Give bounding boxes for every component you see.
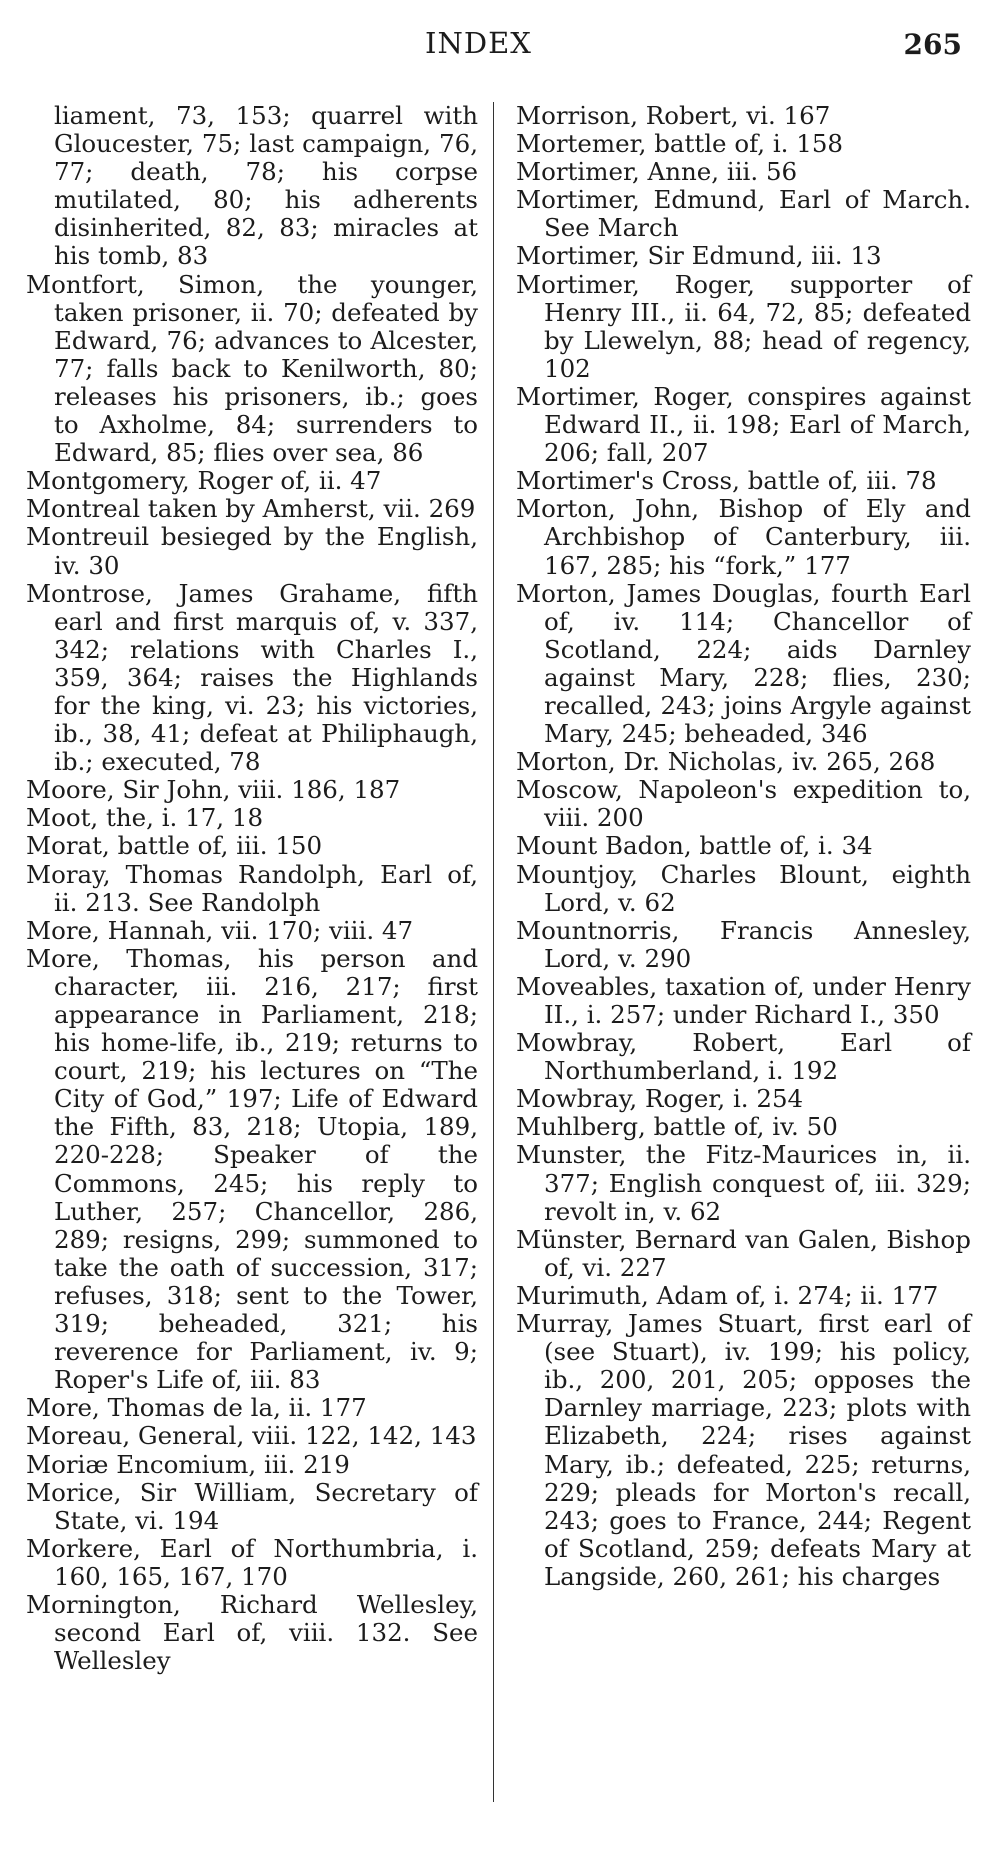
index-entry bbox=[26, 1451, 478, 1479]
index-entry bbox=[26, 578, 486, 777]
index-entry-text: More, Hannah, vii. 170; viii. 47 bbox=[26, 915, 414, 945]
index-entry bbox=[516, 832, 971, 860]
index-entry bbox=[516, 1085, 971, 1113]
index-entry-text: Montrose, James Grahame, fifth earl and first marquis of, v. 337, 342; relations with Charles I., 359, 364; raises the Highlands for the king, vi. 23; his victories, ib., 38, 41; defeat at Philiphaugh, ib.; executed, 78 bbox=[26, 578, 486, 777]
index-entry bbox=[26, 917, 478, 945]
index-entry-text: Moore, Sir John, viii. 186, 187 bbox=[26, 775, 401, 805]
index-entry-text: liament, 73, 153; quarrel with Gloucester, 75; last campaign, 76, 77; death, 78; his corpse mutilated, 80; his adherents disinherited, 82, 83; miracles at his tomb, 83 bbox=[54, 101, 486, 271]
index-entry bbox=[26, 522, 486, 580]
index-entry bbox=[516, 158, 971, 186]
index-entry bbox=[516, 102, 971, 130]
index-entry bbox=[516, 859, 979, 917]
index-entry-text: Mount Badon, battle of, i. 34 bbox=[516, 831, 873, 861]
index-entry bbox=[26, 269, 486, 468]
index-entry-text: Muhlberg, battle of, iv. 50 bbox=[516, 1112, 838, 1142]
index-entry bbox=[516, 775, 979, 833]
index-entry bbox=[516, 185, 979, 243]
index-entry bbox=[516, 130, 971, 158]
index-entry-text: Mornington, Richard Wellesley, second Earl of, viii. 132. See Wellesley bbox=[26, 1589, 486, 1676]
index-entry bbox=[26, 1422, 478, 1450]
index-entry bbox=[26, 495, 478, 523]
column-divider bbox=[493, 102, 494, 1802]
index-entry bbox=[516, 915, 979, 973]
index-entry-text: Mortemer, battle of, i. 158 bbox=[516, 129, 844, 159]
index-entry-text: Montreal taken by Amherst, vii. 269 bbox=[26, 494, 476, 524]
index-entry-text: Mortimer, Roger, supporter of Henry III., ii. 64, 72, 85; defeated by Llewelyn, 88; head of regency, 102 bbox=[516, 269, 979, 383]
index-entry-text: Murray, James Stuart, first earl of (see Stuart), iv. 199; his policy, ib., 200, 201, 205; opposes the Darnley marriage, 223; plots with Elizabeth, 224; rises against Mary, ib.; defeated, 225; returns, 229; pleads for Morton's recall, 243; goes to France, 244; Regent of Scotland, 259; defeats Mary at Langside, 260, 261; his charges bbox=[516, 1309, 979, 1591]
index-entry-text: Mowbray, Roger, i. 254 bbox=[516, 1084, 804, 1114]
index-entry-text: Moscow, Napoleon's expedition to, viii. 200 bbox=[516, 775, 979, 833]
index-entry-text: Montreuil besieged by the English, iv. 30 bbox=[26, 522, 486, 580]
index-entry-text: Montfort, Simon, the younger, taken prisoner, ii. 70; defeated by Edward, 76; advances to Alcester, 77; falls back to Kenilworth, 80; releases his prisoners, ib.; goes to Axholme, 84; surrenders to Edward, 85; flies over sea, 86 bbox=[26, 269, 486, 468]
running-header bbox=[0, 22, 1000, 68]
index-entry-text: Moreau, General, viii. 122, 142, 143 bbox=[26, 1421, 477, 1451]
index-entry bbox=[26, 943, 486, 1395]
index-entry-text: More, Thomas de la, ii. 177 bbox=[26, 1393, 367, 1423]
index-entry bbox=[516, 494, 979, 580]
index-entry bbox=[516, 1309, 979, 1591]
index-entry-text: Moveables, taxation of, under Henry II., i. 257; under Richard I., 350 bbox=[516, 971, 979, 1029]
index-entry-text: Moriæ Encomium, iii. 219 bbox=[26, 1449, 350, 1479]
index-entry-text: Munster, the Fitz-Maurices in, ii. 377; English conquest of, iii. 329; revolt in, v. 62 bbox=[516, 1140, 979, 1226]
index-entry bbox=[516, 1113, 971, 1141]
index-entry bbox=[516, 467, 971, 495]
index-entry bbox=[26, 1533, 486, 1591]
index-entry bbox=[26, 467, 478, 495]
index-entry bbox=[516, 381, 979, 468]
index-column-left bbox=[26, 101, 486, 1676]
index-entry bbox=[26, 776, 478, 804]
index-entry bbox=[516, 242, 971, 270]
page-number: 265 bbox=[903, 28, 962, 61]
index-entry bbox=[516, 1224, 979, 1282]
index-entry bbox=[26, 1394, 478, 1422]
index-entry-text: Morton, Dr. Nicholas, iv. 265, 268 bbox=[516, 747, 936, 777]
index-entry-text: Morice, Sir William, Secretary of State, vi. 194 bbox=[26, 1477, 486, 1535]
index-entry-text: Morkere, Earl of Northumbria, i. 160, 165, 167, 170 bbox=[26, 1533, 486, 1591]
index-entry-text: Mortimer's Cross, battle of, iii. 78 bbox=[516, 466, 937, 496]
index-entry-text: Morton, James Douglas, fourth Earl of, iv. 114; Chancellor of Scotland, 224; aids Darnley against Mary, 228; flies, 230; recalled, 243; joins Argyle against Mary, 245; beheaded, 346 bbox=[516, 578, 979, 749]
index-entry-text: More, Thomas, his person and character, iii. 216, 217; first appearance in Parliament, 218; his home-life, ib., 219; returns to court, 219; his lectures on “The City of God,” 197; Life of Edward the Fifth, 83, 218; Utopia, 189, 220-228; Speaker of the Commons, 245; his reply to Luther, 257; Chancellor, 286, 289; resigns, 299; summoned to take the oath of succession, 317; refuses, 318; sent to the Tower, 319; beheaded, 321; his reverence for Parliament, iv. 9; Roper's Life of, iii. 83 bbox=[26, 943, 486, 1395]
index-entry bbox=[516, 578, 979, 749]
index-entry-text: Münster, Bernard van Galen, Bishop of, vi. 227 bbox=[516, 1224, 979, 1282]
index-entry bbox=[516, 1028, 979, 1086]
index-column-right bbox=[516, 101, 979, 1591]
index-entry-text: Moot, the, i. 17, 18 bbox=[26, 803, 264, 833]
index-entry-text: Mortimer, Roger, conspires against Edward II., ii. 198; Earl of March, 206; fall, 207 bbox=[516, 381, 979, 468]
index-entry bbox=[516, 971, 979, 1029]
index-entry-text: Murimuth, Adam of, i. 274; ii. 177 bbox=[516, 1280, 939, 1310]
index-entry-text: Mortimer, Edmund, Earl of March. See March bbox=[516, 185, 979, 243]
index-entry bbox=[26, 859, 486, 917]
index-entry-text: Moray, Thomas Randolph, Earl of, ii. 213. See Randolph bbox=[26, 859, 486, 917]
index-entry-text: Mowbray, Robert, Earl of Northumberland, i. 192 bbox=[516, 1028, 979, 1086]
index-entry-text: Mountjoy, Charles Blount, eighth Lord, v. 62 bbox=[516, 859, 979, 917]
index-entry bbox=[26, 832, 478, 860]
index-entry-text: Morton, John, Bishop of Ely and Archbishop of Canterbury, iii. 167, 285; his “fork,” 177 bbox=[516, 494, 979, 580]
index-entry bbox=[26, 804, 478, 832]
index-entry-text: Mortimer, Anne, iii. 56 bbox=[516, 157, 798, 187]
index-entry-text: Montgomery, Roger of, ii. 47 bbox=[26, 466, 382, 496]
index-entry bbox=[516, 1282, 971, 1310]
index-entry bbox=[26, 1589, 486, 1676]
index-entry bbox=[516, 269, 979, 383]
index-entry-text: Morat, battle of, iii. 150 bbox=[26, 831, 323, 861]
page-title: INDEX bbox=[425, 26, 532, 60]
index-entry-text: Mountnorris, Francis Annesley, Lord, v. 290 bbox=[516, 915, 979, 973]
index-entry-text: Morrison, Robert, vi. 167 bbox=[516, 101, 831, 130]
index-entry-text: Mortimer, Sir Edmund, iii. 13 bbox=[516, 241, 882, 271]
index-entry bbox=[26, 101, 486, 271]
index-entry bbox=[516, 748, 971, 776]
index-entry bbox=[26, 1477, 486, 1535]
index-entry bbox=[516, 1140, 979, 1226]
